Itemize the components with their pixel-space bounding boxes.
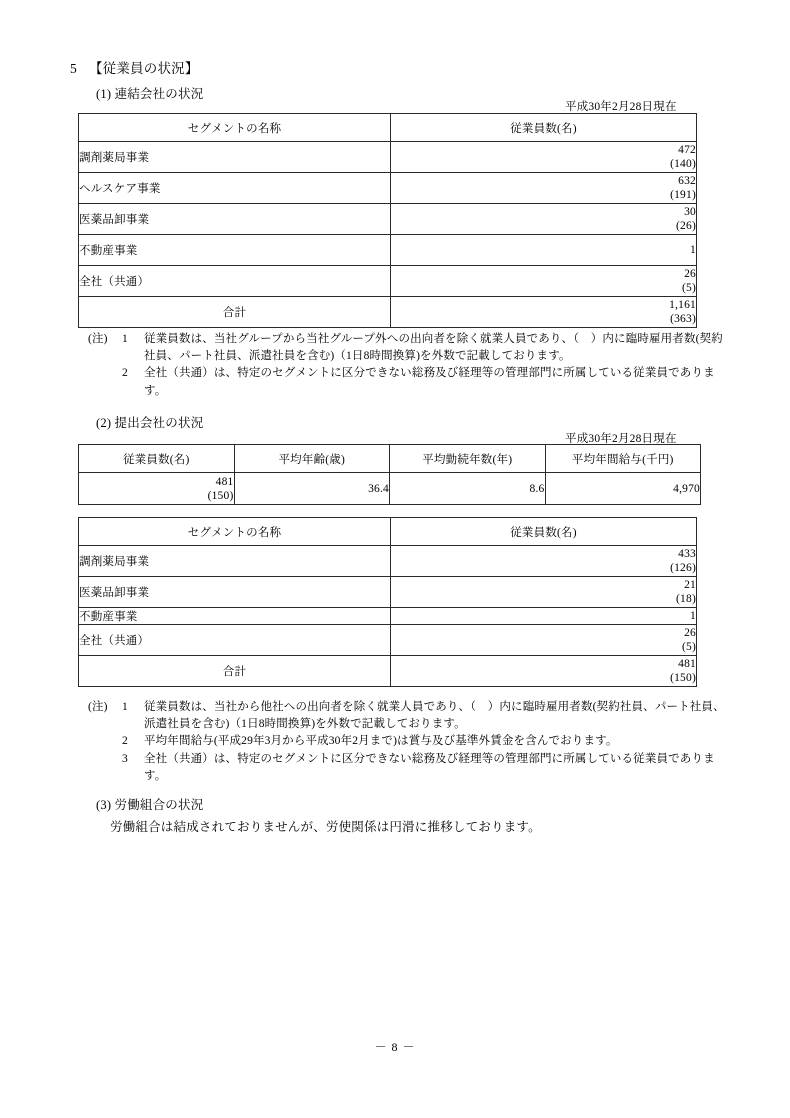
total-label: 合計	[79, 297, 391, 328]
value-employee-count	[79, 473, 235, 505]
note-number: 1	[122, 701, 128, 713]
segment-name: ヘルスケア事業	[79, 173, 391, 204]
table-row	[79, 625, 697, 656]
note-text: 従業員数は、当社グループから当社グループ外への出向者を除く就業人員であり、（ ）内に臨時雇用者数(契約社員、パート社員、派遣社員を含む)（1日8時間換算)を外数で記載しております。	[144, 333, 723, 363]
segment-name: 医薬品卸事業	[79, 577, 391, 608]
count-value: 26	[684, 268, 696, 280]
count-temporary: (140)	[670, 158, 696, 170]
subsection-heading-company: (2) 提出会社の状況	[96, 416, 204, 430]
page-title	[70, 57, 199, 77]
column-header-average-age: 平均年齢(歳)	[234, 445, 390, 473]
segment-name: 不動産事業	[79, 235, 391, 266]
note-text: 従業員数は、当社から他社への出向者を除く就業人員であり、（ ）内に臨時雇用者数(契約社員、パート社員、派遣社員を含む)（1日8時間換算)を外数で記載しております。	[144, 701, 725, 731]
count-temporary: (191)	[670, 189, 696, 201]
segment-employee-count	[391, 142, 697, 173]
count-value: 481	[215, 475, 234, 488]
table-row	[79, 266, 697, 297]
total-employee-count	[391, 297, 697, 328]
segment-employee-count	[391, 204, 697, 235]
table-row	[79, 546, 697, 577]
column-header-average-annual-salary: 平均年間給与(千円)	[545, 445, 701, 473]
column-header-segment-name: セグメントの名称	[79, 518, 391, 546]
segment-name: 全社（共通）	[79, 625, 391, 656]
note-item	[88, 331, 728, 365]
count-value: 433	[678, 548, 696, 560]
count-value: 472	[678, 144, 696, 156]
segment-employee-count: 1	[391, 608, 697, 625]
value-average-service-years: 8.6	[390, 473, 546, 505]
segment-name: 医薬品卸事業	[79, 204, 391, 235]
column-header-average-service-years: 平均勤続年数(年)	[390, 445, 546, 473]
table-header-row	[79, 445, 701, 473]
count-temporary: (26)	[676, 220, 696, 232]
segment-name: 不動産事業	[79, 608, 391, 625]
table-row	[79, 608, 697, 625]
table-header-row	[79, 114, 697, 142]
table-row	[79, 204, 697, 235]
note-item	[88, 733, 736, 750]
notes-label: (注)	[88, 701, 108, 713]
count-value: 21	[684, 579, 696, 591]
table-consolidated-segments	[78, 113, 697, 328]
count-value: 632	[678, 175, 696, 187]
column-header-segment-name: セグメントの名称	[79, 114, 391, 142]
count-value: 481	[678, 658, 696, 670]
count-value: 30	[684, 206, 696, 218]
table-row	[79, 473, 701, 505]
segment-employee-count	[391, 173, 697, 204]
note-item	[88, 699, 736, 733]
count-temporary: (5)	[681, 641, 696, 653]
as-of-date-company: 平成30年2月28日現在	[565, 433, 677, 445]
segment-employee-count	[391, 266, 697, 297]
segment-employee-count: 1	[391, 235, 697, 266]
segment-name: 調剤薬局事業	[79, 546, 391, 577]
count-temporary: (18)	[676, 593, 696, 605]
table-total-row	[79, 656, 697, 687]
notes-consolidated	[88, 331, 728, 400]
note-number: 2	[122, 735, 128, 748]
count-temporary: (363)	[670, 313, 696, 325]
table-row	[79, 142, 697, 173]
subsection-heading-union: (3) 労働組合の状況	[96, 798, 204, 812]
note-item	[88, 365, 728, 399]
value-average-annual-salary: 4,970	[545, 473, 701, 505]
note-number: 2	[122, 367, 128, 380]
note-text: 平均年間給与(平成29年3月から平成30年2月まで)は賞与及び基準外賃金を含んでおります。	[144, 735, 618, 748]
column-header-employee-count: 従業員数(名)	[391, 114, 697, 142]
total-label: 合計	[79, 656, 391, 687]
note-item	[88, 751, 736, 785]
count-value: 26	[684, 627, 696, 639]
notes-label: (注)	[88, 333, 108, 345]
union-body-text: 労働組合は結成されておりませんが、労使関係は円滑に推移しております。	[110, 820, 541, 834]
count-temporary: (126)	[670, 562, 696, 574]
value-average-age: 36.4	[234, 473, 390, 505]
notes-company	[88, 699, 736, 785]
count-temporary: (150)	[207, 489, 234, 502]
count-temporary: (150)	[670, 672, 696, 684]
count-value: 1,161	[669, 299, 696, 311]
column-header-employee-count: 従業員数(名)	[391, 518, 697, 546]
subsection-heading-consolidated: (1) 連結会社の状況	[96, 87, 204, 101]
section-title-text: 【従業員の状況】	[88, 61, 199, 76]
table-company-segments	[78, 517, 697, 687]
table-row	[79, 235, 697, 266]
table-header-row	[79, 518, 697, 546]
segment-employee-count	[391, 577, 697, 608]
page-number: － 8 －	[374, 1040, 416, 1054]
note-text: 全社（共通）は、特定のセグメントに区分できない総務及び経理等の管理部門に所属している従業員であります。	[144, 752, 715, 782]
note-number: 3	[122, 752, 128, 765]
segment-employee-count	[391, 546, 697, 577]
table-row	[79, 577, 697, 608]
total-employee-count	[391, 656, 697, 687]
segment-employee-count	[391, 625, 697, 656]
as-of-date-consolidated: 平成30年2月28日現在	[565, 101, 677, 113]
table-row	[79, 173, 697, 204]
segment-name: 全社（共通）	[79, 266, 391, 297]
note-text: 全社（共通）は、特定のセグメントに区分できない総務及び経理等の管理部門に所属している従業員であります。	[144, 367, 715, 397]
count-temporary: (5)	[681, 282, 696, 294]
section-number: 5	[70, 61, 77, 76]
note-number: 1	[122, 333, 128, 345]
column-header-employee-count: 従業員数(名)	[79, 445, 235, 473]
segment-name: 調剤薬局事業	[79, 142, 391, 173]
table-total-row	[79, 297, 697, 328]
table-company-summary	[78, 444, 701, 505]
